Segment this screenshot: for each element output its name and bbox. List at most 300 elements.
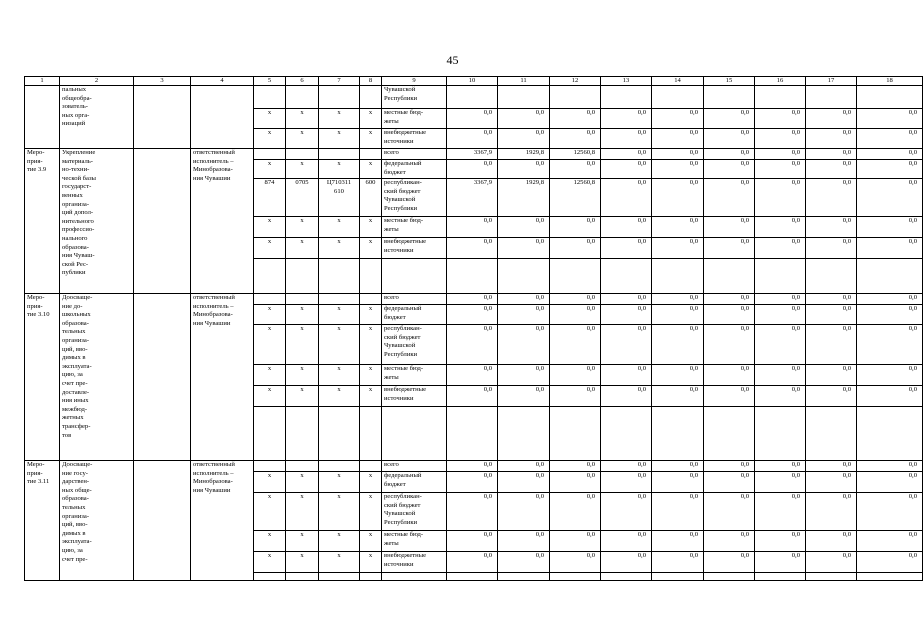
budget-code-cell: х — [319, 531, 360, 552]
budget-code-cell: х — [360, 531, 382, 552]
amount-cell: 0,0 — [550, 305, 601, 325]
event-description: пальных общеобра- зователь- ных орга- низаций — [60, 86, 134, 149]
budget-code-cell — [319, 259, 360, 294]
amount-cell: 0,0 — [601, 365, 652, 386]
amount-cell: 0,0 — [857, 179, 923, 217]
funding-table — [24, 76, 923, 581]
amount-cell: 0,0 — [857, 305, 923, 325]
budget-code-cell: 0705 — [286, 179, 319, 217]
budget-code-cell: х — [254, 365, 286, 386]
amount-cell: 0,0 — [857, 493, 923, 531]
budget-code-cell: х — [286, 238, 319, 259]
budget-code-cell: х — [319, 365, 360, 386]
budget-code-cell: х — [254, 109, 286, 129]
amount-cell: 0,0 — [806, 305, 857, 325]
page-number: 45 — [446, 53, 459, 67]
amount-cell: 0,0 — [806, 294, 857, 305]
amount-cell: 0,0 — [652, 160, 704, 179]
amount-cell: 0,0 — [498, 552, 550, 573]
budget-code-cell: х — [286, 325, 319, 365]
funding-source: внебюджетные источники — [382, 129, 447, 149]
table-cell — [134, 149, 191, 294]
amount-cell — [806, 573, 857, 581]
amount-cell: 0,0 — [857, 238, 923, 259]
amount-cell: 0,0 — [755, 294, 806, 305]
amount-cell — [498, 86, 550, 109]
column-header: 2 — [60, 77, 134, 86]
column-header: 11 — [498, 77, 550, 86]
budget-code-cell — [254, 461, 286, 472]
amount-cell: 0,0 — [498, 493, 550, 531]
column-header: 10 — [447, 77, 498, 86]
amount-cell: 0,0 — [447, 386, 498, 407]
amount-cell: 0,0 — [806, 552, 857, 573]
amount-cell: 0,0 — [806, 531, 857, 552]
amount-cell: 0,0 — [498, 294, 550, 305]
amount-cell: 0,0 — [755, 365, 806, 386]
amount-cell: 0,0 — [601, 493, 652, 531]
amount-cell: 0,0 — [704, 160, 755, 179]
amount-cell: 0,0 — [550, 461, 601, 472]
amount-cell: 0,0 — [498, 386, 550, 407]
budget-code-cell: х — [319, 493, 360, 531]
amount-cell: 0,0 — [601, 386, 652, 407]
amount-cell: 12560,8 — [550, 179, 601, 217]
funding-source — [382, 407, 447, 461]
column-header: 15 — [704, 77, 755, 86]
budget-code-cell: х — [319, 305, 360, 325]
amount-cell: 0,0 — [601, 531, 652, 552]
budget-code-cell — [360, 294, 382, 305]
amount-cell: 0,0 — [806, 109, 857, 129]
amount-cell: 0,0 — [755, 217, 806, 238]
event-id: Меро- прия- тие 3.10 — [25, 294, 60, 461]
budget-code-cell: 600 — [360, 179, 382, 217]
budget-code-cell: х — [319, 109, 360, 129]
amount-cell: 0,0 — [755, 238, 806, 259]
budget-code-cell: х — [360, 552, 382, 573]
amount-cell: 0,0 — [755, 325, 806, 365]
budget-code-cell: х — [360, 217, 382, 238]
responsible-cell: ответственный исполнитель – Минобразова- ния Чувашии — [191, 294, 254, 461]
budget-code-cell: х — [254, 217, 286, 238]
amount-cell: 0,0 — [704, 129, 755, 149]
budget-code-cell: х — [319, 217, 360, 238]
column-header: 17 — [806, 77, 857, 86]
amount-cell: 0,0 — [447, 109, 498, 129]
event-description: Укрепление материаль- но-техни- ческой базы государст- венных организа- ций допол- нительного профессио- нального образова- ния Чуваш- ской Рес- публики — [60, 149, 134, 294]
budget-code-cell: х — [286, 129, 319, 149]
amount-cell: 0,0 — [447, 217, 498, 238]
amount-cell — [857, 259, 923, 294]
amount-cell: 0,0 — [857, 109, 923, 129]
amount-cell — [857, 573, 923, 581]
amount-cell — [447, 407, 498, 461]
budget-code-cell — [254, 294, 286, 305]
amount-cell: 0,0 — [652, 129, 704, 149]
column-header: 1 — [25, 77, 60, 86]
amount-cell: 0,0 — [652, 217, 704, 238]
budget-code-cell — [360, 573, 382, 581]
budget-code-cell: х — [319, 386, 360, 407]
funding-source: республикан- ский бюджет Чувашской Республики — [382, 493, 447, 531]
amount-cell: 0,0 — [704, 493, 755, 531]
amount-cell — [755, 573, 806, 581]
amount-cell: 0,0 — [447, 472, 498, 493]
funding-source: Чувашской Республики — [382, 86, 447, 109]
budget-code-cell — [319, 86, 360, 109]
amount-cell: 0,0 — [704, 179, 755, 217]
amount-cell — [704, 573, 755, 581]
amount-cell: 0,0 — [806, 149, 857, 160]
amount-cell: 0,0 — [806, 386, 857, 407]
table-cell — [134, 86, 191, 149]
budget-code-cell: х — [360, 472, 382, 493]
amount-cell: 0,0 — [704, 365, 755, 386]
amount-cell: 12560,8 — [550, 149, 601, 160]
amount-cell: 0,0 — [857, 160, 923, 179]
amount-cell: 0,0 — [447, 552, 498, 573]
amount-cell: 0,0 — [652, 179, 704, 217]
budget-code-cell — [286, 294, 319, 305]
amount-cell: 0,0 — [704, 472, 755, 493]
amount-cell: 0,0 — [857, 149, 923, 160]
amount-cell: 0,0 — [755, 493, 806, 531]
amount-cell: 0,0 — [857, 531, 923, 552]
amount-cell — [704, 86, 755, 109]
responsible-cell — [191, 86, 254, 149]
budget-code-cell: х — [319, 160, 360, 179]
amount-cell: 0,0 — [806, 493, 857, 531]
responsible-cell: ответственный исполнитель – Минобразова- ния Чувашии — [191, 461, 254, 581]
budget-code-cell: х — [286, 493, 319, 531]
budget-code-cell — [286, 461, 319, 472]
amount-cell — [806, 86, 857, 109]
amount-cell: 1929,8 — [498, 149, 550, 160]
amount-cell: 0,0 — [550, 129, 601, 149]
budget-code-cell: х — [360, 365, 382, 386]
amount-cell: 0,0 — [550, 472, 601, 493]
amount-cell — [704, 259, 755, 294]
amount-cell: 0,0 — [652, 305, 704, 325]
amount-cell: 0,0 — [550, 109, 601, 129]
amount-cell: 0,0 — [601, 217, 652, 238]
amount-cell — [652, 573, 704, 581]
budget-code-cell: х — [360, 109, 382, 129]
amount-cell: 3367,9 — [447, 149, 498, 160]
amount-cell: 0,0 — [806, 179, 857, 217]
amount-cell: 0,0 — [550, 493, 601, 531]
amount-cell — [652, 407, 704, 461]
funding-source: местные бюд- жеты — [382, 365, 447, 386]
budget-code-cell: х — [319, 472, 360, 493]
amount-cell: 0,0 — [652, 325, 704, 365]
budget-code-cell: х — [319, 238, 360, 259]
funding-source: местные бюд- жеты — [382, 109, 447, 129]
amount-cell: 0,0 — [857, 386, 923, 407]
amount-cell: 0,0 — [755, 531, 806, 552]
amount-cell: 0,0 — [601, 238, 652, 259]
budget-code-cell: х — [286, 365, 319, 386]
amount-cell: 0,0 — [755, 472, 806, 493]
budget-code-cell: х — [254, 129, 286, 149]
amount-cell: 0,0 — [498, 238, 550, 259]
budget-code-cell: х — [360, 160, 382, 179]
funding-source: всего — [382, 461, 447, 472]
amount-cell — [755, 259, 806, 294]
amount-cell: 0,0 — [652, 461, 704, 472]
budget-code-cell — [319, 407, 360, 461]
funding-source: федеральный бюджет — [382, 472, 447, 493]
amount-cell: 0,0 — [704, 149, 755, 160]
table-row — [25, 149, 923, 160]
amount-cell: 0,0 — [857, 472, 923, 493]
budget-code-cell — [254, 149, 286, 160]
amount-cell: 0,0 — [652, 109, 704, 129]
amount-cell: 0,0 — [550, 531, 601, 552]
amount-cell — [498, 407, 550, 461]
budget-code-cell — [286, 86, 319, 109]
table-cell — [134, 461, 191, 581]
budget-code-cell — [286, 407, 319, 461]
amount-cell: 3367,9 — [447, 179, 498, 217]
amount-cell — [498, 259, 550, 294]
budget-code-cell: 874 — [254, 179, 286, 217]
funding-source — [382, 573, 447, 581]
amount-cell: 0,0 — [806, 160, 857, 179]
amount-cell: 0,0 — [704, 531, 755, 552]
budget-code-cell: х — [319, 129, 360, 149]
amount-cell: 0,0 — [806, 129, 857, 149]
amount-cell: 0,0 — [550, 386, 601, 407]
budget-code-cell — [360, 149, 382, 160]
amount-cell: 0,0 — [652, 386, 704, 407]
budget-code-cell: х — [254, 493, 286, 531]
amount-cell: 0,0 — [704, 109, 755, 129]
amount-cell — [550, 259, 601, 294]
amount-cell: 0,0 — [652, 531, 704, 552]
amount-cell: 0,0 — [755, 160, 806, 179]
amount-cell — [652, 86, 704, 109]
budget-code-cell: Ц710311 610 — [319, 179, 360, 217]
budget-code-cell: х — [286, 386, 319, 407]
amount-cell: 0,0 — [550, 552, 601, 573]
budget-code-cell: х — [360, 305, 382, 325]
amount-cell: 0,0 — [550, 325, 601, 365]
budget-code-cell: х — [360, 386, 382, 407]
budget-code-cell — [360, 461, 382, 472]
amount-cell: 0,0 — [806, 325, 857, 365]
column-header: 8 — [360, 77, 382, 86]
amount-cell: 0,0 — [704, 325, 755, 365]
amount-cell: 0,0 — [806, 472, 857, 493]
budget-code-cell — [360, 86, 382, 109]
event-id — [25, 86, 60, 149]
table-row — [25, 86, 923, 109]
budget-code-cell — [319, 461, 360, 472]
amount-cell — [755, 86, 806, 109]
amount-cell — [550, 86, 601, 109]
budget-code-cell: х — [254, 160, 286, 179]
amount-cell: 0,0 — [601, 179, 652, 217]
amount-cell: 0,0 — [601, 461, 652, 472]
amount-cell — [652, 259, 704, 294]
amount-cell: 0,0 — [498, 129, 550, 149]
amount-cell: 0,0 — [447, 238, 498, 259]
budget-code-cell: х — [254, 472, 286, 493]
column-header: 16 — [755, 77, 806, 86]
amount-cell: 0,0 — [447, 493, 498, 531]
amount-cell: 0,0 — [704, 305, 755, 325]
amount-cell — [601, 259, 652, 294]
budget-code-cell — [254, 86, 286, 109]
amount-cell: 0,0 — [652, 552, 704, 573]
budget-code-cell: х — [360, 325, 382, 365]
budget-code-cell — [286, 149, 319, 160]
budget-code-cell: х — [286, 109, 319, 129]
amount-cell — [857, 407, 923, 461]
amount-cell — [447, 573, 498, 581]
funding-source: федеральный бюджет — [382, 160, 447, 179]
amount-cell: 0,0 — [704, 294, 755, 305]
amount-cell: 0,0 — [498, 461, 550, 472]
amount-cell: 0,0 — [652, 238, 704, 259]
funding-source: республикан- ский бюджет Чувашской Республики — [382, 325, 447, 365]
amount-cell: 1929,8 — [498, 179, 550, 217]
funding-source: всего — [382, 294, 447, 305]
amount-cell: 0,0 — [447, 325, 498, 365]
amount-cell: 0,0 — [447, 160, 498, 179]
amount-cell: 0,0 — [704, 386, 755, 407]
amount-cell: 0,0 — [498, 365, 550, 386]
column-header: 14 — [652, 77, 704, 86]
amount-cell: 0,0 — [447, 531, 498, 552]
budget-code-cell — [319, 573, 360, 581]
funding-source: внебюджетные источники — [382, 386, 447, 407]
amount-cell: 0,0 — [498, 109, 550, 129]
amount-cell: 0,0 — [806, 365, 857, 386]
amount-cell: 0,0 — [601, 160, 652, 179]
amount-cell: 0,0 — [755, 129, 806, 149]
amount-cell — [601, 86, 652, 109]
amount-cell — [550, 407, 601, 461]
column-header: 5 — [254, 77, 286, 86]
amount-cell: 0,0 — [755, 149, 806, 160]
amount-cell: 0,0 — [704, 552, 755, 573]
amount-cell: 0,0 — [601, 552, 652, 573]
budget-code-cell: х — [254, 386, 286, 407]
budget-code-cell: х — [254, 305, 286, 325]
amount-cell — [601, 407, 652, 461]
responsible-cell: ответственный исполнитель – Минобразова- ния Чувашии — [191, 149, 254, 294]
budget-code-cell: х — [286, 531, 319, 552]
event-description: Доосваще- ние до- школьных образова- тельных организа- ций, вво- димых в эксплуата- цию, за счет пре- доставле- ния иных межбюд- жетных трансфер- тов — [60, 294, 134, 461]
amount-cell: 0,0 — [704, 217, 755, 238]
amount-cell: 0,0 — [806, 217, 857, 238]
amount-cell: 0,0 — [652, 294, 704, 305]
amount-cell: 0,0 — [857, 217, 923, 238]
amount-cell: 0,0 — [652, 149, 704, 160]
budget-code-cell: х — [319, 552, 360, 573]
amount-cell: 0,0 — [806, 461, 857, 472]
funding-source: внебюджетные источники — [382, 238, 447, 259]
amount-cell: 0,0 — [652, 493, 704, 531]
amount-cell — [447, 259, 498, 294]
budget-code-cell: х — [286, 472, 319, 493]
budget-code-cell — [254, 407, 286, 461]
table-row — [25, 294, 923, 305]
budget-code-cell: х — [286, 305, 319, 325]
budget-code-cell: х — [286, 552, 319, 573]
amount-cell: 0,0 — [550, 217, 601, 238]
amount-cell — [447, 86, 498, 109]
amount-cell: 0,0 — [601, 305, 652, 325]
budget-code-cell: х — [254, 552, 286, 573]
amount-cell: 0,0 — [550, 238, 601, 259]
column-header: 12 — [550, 77, 601, 86]
funding-source: внебюджетные источники — [382, 552, 447, 573]
budget-code-cell — [319, 149, 360, 160]
budget-code-cell: х — [319, 325, 360, 365]
amount-cell: 0,0 — [755, 179, 806, 217]
budget-code-cell — [254, 259, 286, 294]
funding-source: местные бюд- жеты — [382, 217, 447, 238]
budget-code-cell — [360, 407, 382, 461]
amount-cell: 0,0 — [857, 129, 923, 149]
budget-code-cell: х — [286, 217, 319, 238]
table-row — [25, 461, 923, 472]
budget-code-cell — [286, 573, 319, 581]
amount-cell: 0,0 — [550, 294, 601, 305]
amount-cell — [550, 573, 601, 581]
column-header: 9 — [382, 77, 447, 86]
amount-cell: 0,0 — [857, 365, 923, 386]
event-description: Доосваще- ние госу- дарствен- ных обще- образова- тельных организа- ций, вво- димых в эксплуата- цию, за счет пре- — [60, 461, 134, 581]
amount-cell: 0,0 — [806, 238, 857, 259]
amount-cell: 0,0 — [857, 294, 923, 305]
amount-cell: 0,0 — [601, 472, 652, 493]
amount-cell: 0,0 — [447, 129, 498, 149]
budget-code-cell: х — [360, 238, 382, 259]
amount-cell — [704, 407, 755, 461]
column-header: 18 — [857, 77, 923, 86]
amount-cell: 0,0 — [550, 365, 601, 386]
amount-cell — [806, 407, 857, 461]
column-header: 4 — [191, 77, 254, 86]
amount-cell: 0,0 — [601, 325, 652, 365]
amount-cell: 0,0 — [447, 294, 498, 305]
amount-cell: 0,0 — [601, 129, 652, 149]
amount-cell: 0,0 — [755, 552, 806, 573]
amount-cell: 0,0 — [447, 305, 498, 325]
amount-cell: 0,0 — [857, 552, 923, 573]
amount-cell: 0,0 — [601, 109, 652, 129]
amount-cell: 0,0 — [498, 160, 550, 179]
budget-code-cell — [286, 259, 319, 294]
amount-cell: 0,0 — [704, 238, 755, 259]
funding-source — [382, 259, 447, 294]
budget-code-cell: х — [286, 160, 319, 179]
amount-cell: 0,0 — [498, 305, 550, 325]
table-cell — [134, 294, 191, 461]
amount-cell: 0,0 — [755, 109, 806, 129]
amount-cell: 0,0 — [498, 325, 550, 365]
amount-cell — [806, 259, 857, 294]
amount-cell: 0,0 — [755, 305, 806, 325]
amount-cell: 0,0 — [498, 472, 550, 493]
amount-cell: 0,0 — [857, 461, 923, 472]
header-row — [25, 77, 923, 86]
